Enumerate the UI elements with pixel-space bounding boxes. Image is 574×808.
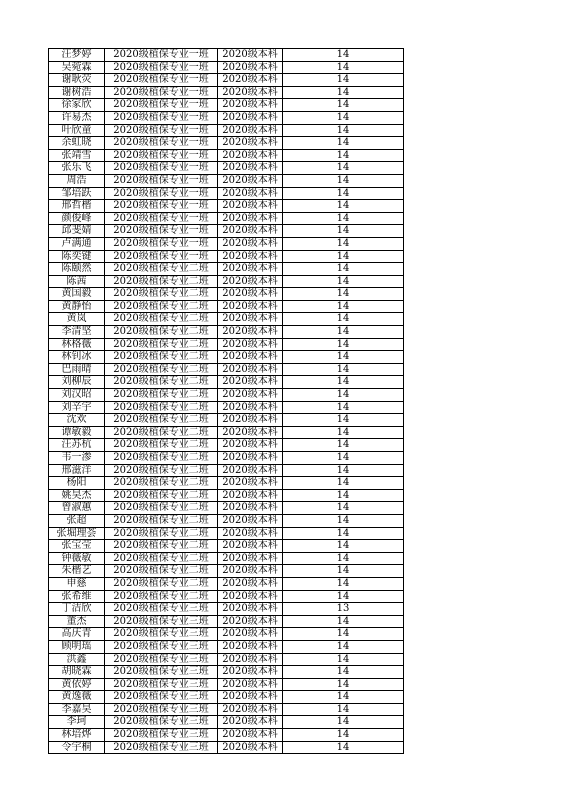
table-row — [49, 414, 404, 427]
table-row — [49, 489, 404, 502]
level-cell: 2020级本科 — [218, 477, 283, 490]
student-name-cell: 陈颐然 — [49, 263, 105, 276]
level-cell: 2020级本科 — [218, 326, 283, 339]
table-row — [49, 225, 404, 238]
class-cell: 2020级植保专业二班 — [105, 363, 218, 376]
student-name-cell: 刘柳辰 — [49, 376, 105, 389]
level-cell: 2020级本科 — [218, 111, 283, 124]
table-row — [49, 401, 404, 414]
table-row — [49, 502, 404, 515]
score-cell: 14 — [283, 200, 404, 213]
table-row — [49, 86, 404, 99]
class-cell: 2020级植保专业三班 — [105, 666, 218, 679]
class-cell: 2020级植保专业三班 — [105, 615, 218, 628]
score-cell: 14 — [283, 49, 404, 62]
class-cell: 2020级植保专业二班 — [105, 439, 218, 452]
class-cell: 2020级植保专业三班 — [105, 729, 218, 742]
table-row — [49, 288, 404, 301]
level-cell: 2020级本科 — [218, 452, 283, 465]
student-name-cell: 邱斐婧 — [49, 225, 105, 238]
student-name-cell: 韦一渗 — [49, 452, 105, 465]
table-row — [49, 351, 404, 364]
level-cell: 2020级本科 — [218, 250, 283, 263]
score-cell: 14 — [283, 137, 404, 150]
score-cell: 14 — [283, 716, 404, 729]
level-cell: 2020级本科 — [218, 61, 283, 74]
table-row — [49, 187, 404, 200]
table-row — [49, 741, 404, 754]
table-row — [49, 376, 404, 389]
level-cell: 2020级本科 — [218, 389, 283, 402]
class-cell: 2020级植保专业三班 — [105, 603, 218, 616]
table-row — [49, 200, 404, 213]
table-row — [49, 212, 404, 225]
class-cell: 2020级植保专业三班 — [105, 640, 218, 653]
student-name-cell: 张靖雪 — [49, 149, 105, 162]
class-cell: 2020级植保专业一班 — [105, 174, 218, 187]
student-name-cell: 汪苏杭 — [49, 439, 105, 452]
table-row — [49, 313, 404, 326]
student-name-cell: 顾明瑶 — [49, 640, 105, 653]
class-cell: 2020级植保专业二班 — [105, 275, 218, 288]
table-row — [49, 363, 404, 376]
score-cell: 14 — [283, 426, 404, 439]
class-cell: 2020级植保专业二班 — [105, 590, 218, 603]
table-row — [49, 49, 404, 62]
score-cell: 14 — [283, 61, 404, 74]
level-cell: 2020级本科 — [218, 577, 283, 590]
level-cell: 2020级本科 — [218, 514, 283, 527]
level-cell: 2020级本科 — [218, 464, 283, 477]
student-name-cell: 陈奕键 — [49, 250, 105, 263]
student-name-cell: 钟薇敏 — [49, 552, 105, 565]
class-cell: 2020级植保专业二班 — [105, 389, 218, 402]
table-body — [49, 49, 404, 754]
class-cell: 2020级植保专业二班 — [105, 514, 218, 527]
class-cell: 2020级植保专业三班 — [105, 691, 218, 704]
table-row — [49, 61, 404, 74]
level-cell: 2020级本科 — [218, 603, 283, 616]
level-cell: 2020级本科 — [218, 552, 283, 565]
class-cell: 2020级植保专业一班 — [105, 237, 218, 250]
score-cell: 14 — [283, 326, 404, 339]
score-cell: 14 — [283, 540, 404, 553]
table-row — [49, 275, 404, 288]
student-name-cell: 许易杰 — [49, 111, 105, 124]
level-cell: 2020级本科 — [218, 489, 283, 502]
level-cell: 2020级本科 — [218, 716, 283, 729]
level-cell: 2020级本科 — [218, 149, 283, 162]
table-row — [49, 250, 404, 263]
student-name-cell: 令宇桐 — [49, 741, 105, 754]
student-name-cell: 董杰 — [49, 615, 105, 628]
class-cell: 2020级植保专业二班 — [105, 502, 218, 515]
class-cell: 2020级植保专业一班 — [105, 225, 218, 238]
class-cell: 2020级植保专业一班 — [105, 86, 218, 99]
level-cell: 2020级本科 — [218, 49, 283, 62]
table-row — [49, 514, 404, 527]
class-cell: 2020级植保专业一班 — [105, 137, 218, 150]
table-row — [49, 577, 404, 590]
table-row — [49, 552, 404, 565]
level-cell: 2020级本科 — [218, 225, 283, 238]
class-cell: 2020级植保专业一班 — [105, 250, 218, 263]
student-name-cell: 姚昊杰 — [49, 489, 105, 502]
level-cell: 2020级本科 — [218, 363, 283, 376]
student-name-cell: 吴菀霖 — [49, 61, 105, 74]
level-cell: 2020级本科 — [218, 401, 283, 414]
level-cell: 2020级本科 — [218, 628, 283, 641]
score-cell: 14 — [283, 703, 404, 716]
student-name-cell: 林格薇 — [49, 338, 105, 351]
score-cell: 14 — [283, 401, 404, 414]
level-cell: 2020级本科 — [218, 590, 283, 603]
student-name-cell: 李珂 — [49, 716, 105, 729]
score-cell: 14 — [283, 678, 404, 691]
student-name-cell: 沈欢 — [49, 414, 105, 427]
class-cell: 2020级植保专业一班 — [105, 162, 218, 175]
level-cell: 2020级本科 — [218, 99, 283, 112]
level-cell: 2020级本科 — [218, 86, 283, 99]
table-row — [49, 162, 404, 175]
score-cell: 14 — [283, 237, 404, 250]
class-cell: 2020级植保专业一班 — [105, 61, 218, 74]
class-cell: 2020级植保专业一班 — [105, 99, 218, 112]
level-cell: 2020级本科 — [218, 313, 283, 326]
table-row — [49, 477, 404, 490]
class-cell: 2020级植保专业一班 — [105, 187, 218, 200]
level-cell: 2020级本科 — [218, 414, 283, 427]
student-name-cell: 余虹晓 — [49, 137, 105, 150]
student-name-cell: 汪梦婷 — [49, 49, 105, 62]
student-name-cell: 徐家欣 — [49, 99, 105, 112]
table-row — [49, 338, 404, 351]
level-cell: 2020级本科 — [218, 162, 283, 175]
level-cell: 2020级本科 — [218, 426, 283, 439]
student-name-cell: 刘汉昭 — [49, 389, 105, 402]
student-name-cell: 谢树浩 — [49, 86, 105, 99]
table-row — [49, 300, 404, 313]
score-cell: 14 — [283, 225, 404, 238]
score-cell: 14 — [283, 502, 404, 515]
table-row — [49, 666, 404, 679]
level-cell: 2020级本科 — [218, 351, 283, 364]
table-row — [49, 439, 404, 452]
score-cell: 14 — [283, 74, 404, 87]
student-name-cell: 张乐飞 — [49, 162, 105, 175]
score-cell: 14 — [283, 288, 404, 301]
class-cell: 2020级植保专业二班 — [105, 401, 218, 414]
class-cell: 2020级植保专业一班 — [105, 124, 218, 137]
table-row — [49, 527, 404, 540]
student-name-cell: 周浩 — [49, 174, 105, 187]
level-cell: 2020级本科 — [218, 439, 283, 452]
level-cell: 2020级本科 — [218, 288, 283, 301]
class-cell: 2020级植保专业二班 — [105, 477, 218, 490]
score-cell: 14 — [283, 313, 404, 326]
class-cell: 2020级植保专业二班 — [105, 540, 218, 553]
student-name-cell: 黄依婷 — [49, 678, 105, 691]
student-name-cell: 曾淑蕙 — [49, 502, 105, 515]
table-row — [49, 678, 404, 691]
score-cell: 14 — [283, 124, 404, 137]
level-cell: 2020级本科 — [218, 237, 283, 250]
level-cell: 2020级本科 — [218, 300, 283, 313]
score-cell: 13 — [283, 603, 404, 616]
table-row — [49, 389, 404, 402]
score-cell: 14 — [283, 477, 404, 490]
score-cell: 14 — [283, 666, 404, 679]
student-name-cell: 丁洁欣 — [49, 603, 105, 616]
table-row — [49, 99, 404, 112]
score-cell: 14 — [283, 376, 404, 389]
score-cell: 14 — [283, 351, 404, 364]
class-cell: 2020级植保专业二班 — [105, 288, 218, 301]
class-cell: 2020级植保专业二班 — [105, 452, 218, 465]
table-row — [49, 237, 404, 250]
student-name-cell: 申慈 — [49, 577, 105, 590]
table-row — [49, 174, 404, 187]
score-cell: 14 — [283, 590, 404, 603]
table-row — [49, 74, 404, 87]
table-row — [49, 729, 404, 742]
class-cell: 2020级植保专业二班 — [105, 577, 218, 590]
level-cell: 2020级本科 — [218, 137, 283, 150]
class-cell: 2020级植保专业一班 — [105, 111, 218, 124]
score-cell: 14 — [283, 452, 404, 465]
score-cell: 14 — [283, 439, 404, 452]
level-cell: 2020级本科 — [218, 338, 283, 351]
level-cell: 2020级本科 — [218, 502, 283, 515]
score-cell: 14 — [283, 527, 404, 540]
score-cell: 14 — [283, 99, 404, 112]
table-row — [49, 590, 404, 603]
table-row — [49, 603, 404, 616]
level-cell: 2020级本科 — [218, 174, 283, 187]
class-cell: 2020级植保专业二班 — [105, 338, 218, 351]
class-cell: 2020级植保专业二班 — [105, 376, 218, 389]
level-cell: 2020级本科 — [218, 527, 283, 540]
score-cell: 14 — [283, 86, 404, 99]
score-cell: 14 — [283, 729, 404, 742]
class-cell: 2020级植保专业一班 — [105, 212, 218, 225]
level-cell: 2020级本科 — [218, 741, 283, 754]
table-row — [49, 137, 404, 150]
class-cell: 2020级植保专业二班 — [105, 565, 218, 578]
class-cell: 2020级植保专业二班 — [105, 552, 218, 565]
score-cell: 14 — [283, 414, 404, 427]
level-cell: 2020级本科 — [218, 74, 283, 87]
level-cell: 2020级本科 — [218, 666, 283, 679]
score-cell: 14 — [283, 162, 404, 175]
student-name-cell: 张希维 — [49, 590, 105, 603]
level-cell: 2020级本科 — [218, 678, 283, 691]
student-name-cell: 林培烨 — [49, 729, 105, 742]
level-cell: 2020级本科 — [218, 703, 283, 716]
table-row — [49, 691, 404, 704]
student-name-cell: 杨阳 — [49, 477, 105, 490]
student-name-cell: 李嘉昊 — [49, 703, 105, 716]
score-cell: 14 — [283, 489, 404, 502]
score-cell: 14 — [283, 615, 404, 628]
table-row — [49, 464, 404, 477]
score-cell: 14 — [283, 577, 404, 590]
score-cell: 14 — [283, 628, 404, 641]
class-cell: 2020级植保专业一班 — [105, 74, 218, 87]
student-name-cell: 巴雨晴 — [49, 363, 105, 376]
level-cell: 2020级本科 — [218, 691, 283, 704]
student-name-cell: 朱楷艺 — [49, 565, 105, 578]
class-cell: 2020级植保专业三班 — [105, 678, 218, 691]
table-row — [49, 326, 404, 339]
student-name-cell: 胡晓霖 — [49, 666, 105, 679]
student-table — [48, 48, 404, 754]
score-cell: 14 — [283, 514, 404, 527]
level-cell: 2020级本科 — [218, 376, 283, 389]
student-name-cell: 林钊冰 — [49, 351, 105, 364]
student-name-cell: 陈茜 — [49, 275, 105, 288]
score-cell: 14 — [283, 300, 404, 313]
class-cell: 2020级植保专业三班 — [105, 628, 218, 641]
class-cell: 2020级植保专业三班 — [105, 653, 218, 666]
table-row — [49, 716, 404, 729]
level-cell: 2020级本科 — [218, 615, 283, 628]
student-name-cell: 叶欣童 — [49, 124, 105, 137]
score-cell: 14 — [283, 640, 404, 653]
score-cell: 14 — [283, 691, 404, 704]
table-row — [49, 628, 404, 641]
class-cell: 2020级植保专业二班 — [105, 351, 218, 364]
class-cell: 2020级植保专业二班 — [105, 300, 218, 313]
table-row — [49, 640, 404, 653]
class-cell: 2020级植保专业三班 — [105, 716, 218, 729]
score-cell: 14 — [283, 263, 404, 276]
student-name-cell: 邢哲楷 — [49, 200, 105, 213]
table-row — [49, 124, 404, 137]
level-cell: 2020级本科 — [218, 275, 283, 288]
student-name-cell: 颜俊峰 — [49, 212, 105, 225]
score-cell: 14 — [283, 653, 404, 666]
student-name-cell: 张宝莹 — [49, 540, 105, 553]
student-name-cell: 邢滋洋 — [49, 464, 105, 477]
student-name-cell: 张超 — [49, 514, 105, 527]
score-cell: 14 — [283, 149, 404, 162]
student-name-cell: 黄逸薇 — [49, 691, 105, 704]
table-row — [49, 111, 404, 124]
class-cell: 2020级植保专业二班 — [105, 414, 218, 427]
student-name-cell: 张堀理荟 — [49, 527, 105, 540]
level-cell: 2020级本科 — [218, 653, 283, 666]
class-cell: 2020级植保专业一班 — [105, 149, 218, 162]
table-row — [49, 615, 404, 628]
student-name-cell: 谭敏毅 — [49, 426, 105, 439]
student-name-cell: 邹培跃 — [49, 187, 105, 200]
class-cell: 2020级植保专业二班 — [105, 489, 218, 502]
level-cell: 2020级本科 — [218, 640, 283, 653]
level-cell: 2020级本科 — [218, 565, 283, 578]
score-cell: 14 — [283, 464, 404, 477]
class-cell: 2020级植保专业二班 — [105, 527, 218, 540]
table-row — [49, 540, 404, 553]
score-cell: 14 — [283, 250, 404, 263]
level-cell: 2020级本科 — [218, 729, 283, 742]
student-name-cell: 李清坚 — [49, 326, 105, 339]
level-cell: 2020级本科 — [218, 200, 283, 213]
student-name-cell: 高庆青 — [49, 628, 105, 641]
score-cell: 14 — [283, 363, 404, 376]
class-cell: 2020级植保专业二班 — [105, 464, 218, 477]
level-cell: 2020级本科 — [218, 124, 283, 137]
class-cell: 2020级植保专业二班 — [105, 263, 218, 276]
class-cell: 2020级植保专业二班 — [105, 326, 218, 339]
level-cell: 2020级本科 — [218, 540, 283, 553]
class-cell: 2020级植保专业一班 — [105, 200, 218, 213]
student-name-cell: 黄国毅 — [49, 288, 105, 301]
student-name-cell: 刘辛宇 — [49, 401, 105, 414]
level-cell: 2020级本科 — [218, 187, 283, 200]
student-name-cell: 黄岚 — [49, 313, 105, 326]
class-cell: 2020级植保专业二班 — [105, 426, 218, 439]
table-row — [49, 452, 404, 465]
class-cell: 2020级植保专业三班 — [105, 741, 218, 754]
table-row — [49, 565, 404, 578]
table-row — [49, 149, 404, 162]
score-cell: 14 — [283, 212, 404, 225]
table-row — [49, 653, 404, 666]
table-row — [49, 426, 404, 439]
table-row — [49, 703, 404, 716]
student-name-cell: 卢满通 — [49, 237, 105, 250]
score-cell: 14 — [283, 552, 404, 565]
table-row — [49, 263, 404, 276]
score-cell: 14 — [283, 389, 404, 402]
student-name-cell: 洪鑫 — [49, 653, 105, 666]
level-cell: 2020级本科 — [218, 212, 283, 225]
score-cell: 14 — [283, 741, 404, 754]
score-cell: 14 — [283, 338, 404, 351]
score-cell: 14 — [283, 111, 404, 124]
level-cell: 2020级本科 — [218, 263, 283, 276]
class-cell: 2020级植保专业三班 — [105, 703, 218, 716]
class-cell: 2020级植保专业一班 — [105, 49, 218, 62]
score-cell: 14 — [283, 275, 404, 288]
class-cell: 2020级植保专业二班 — [105, 313, 218, 326]
score-cell: 14 — [283, 187, 404, 200]
student-name-cell: 黄静怡 — [49, 300, 105, 313]
score-cell: 14 — [283, 565, 404, 578]
score-cell: 14 — [283, 174, 404, 187]
student-name-cell: 谢耿荧 — [49, 74, 105, 87]
